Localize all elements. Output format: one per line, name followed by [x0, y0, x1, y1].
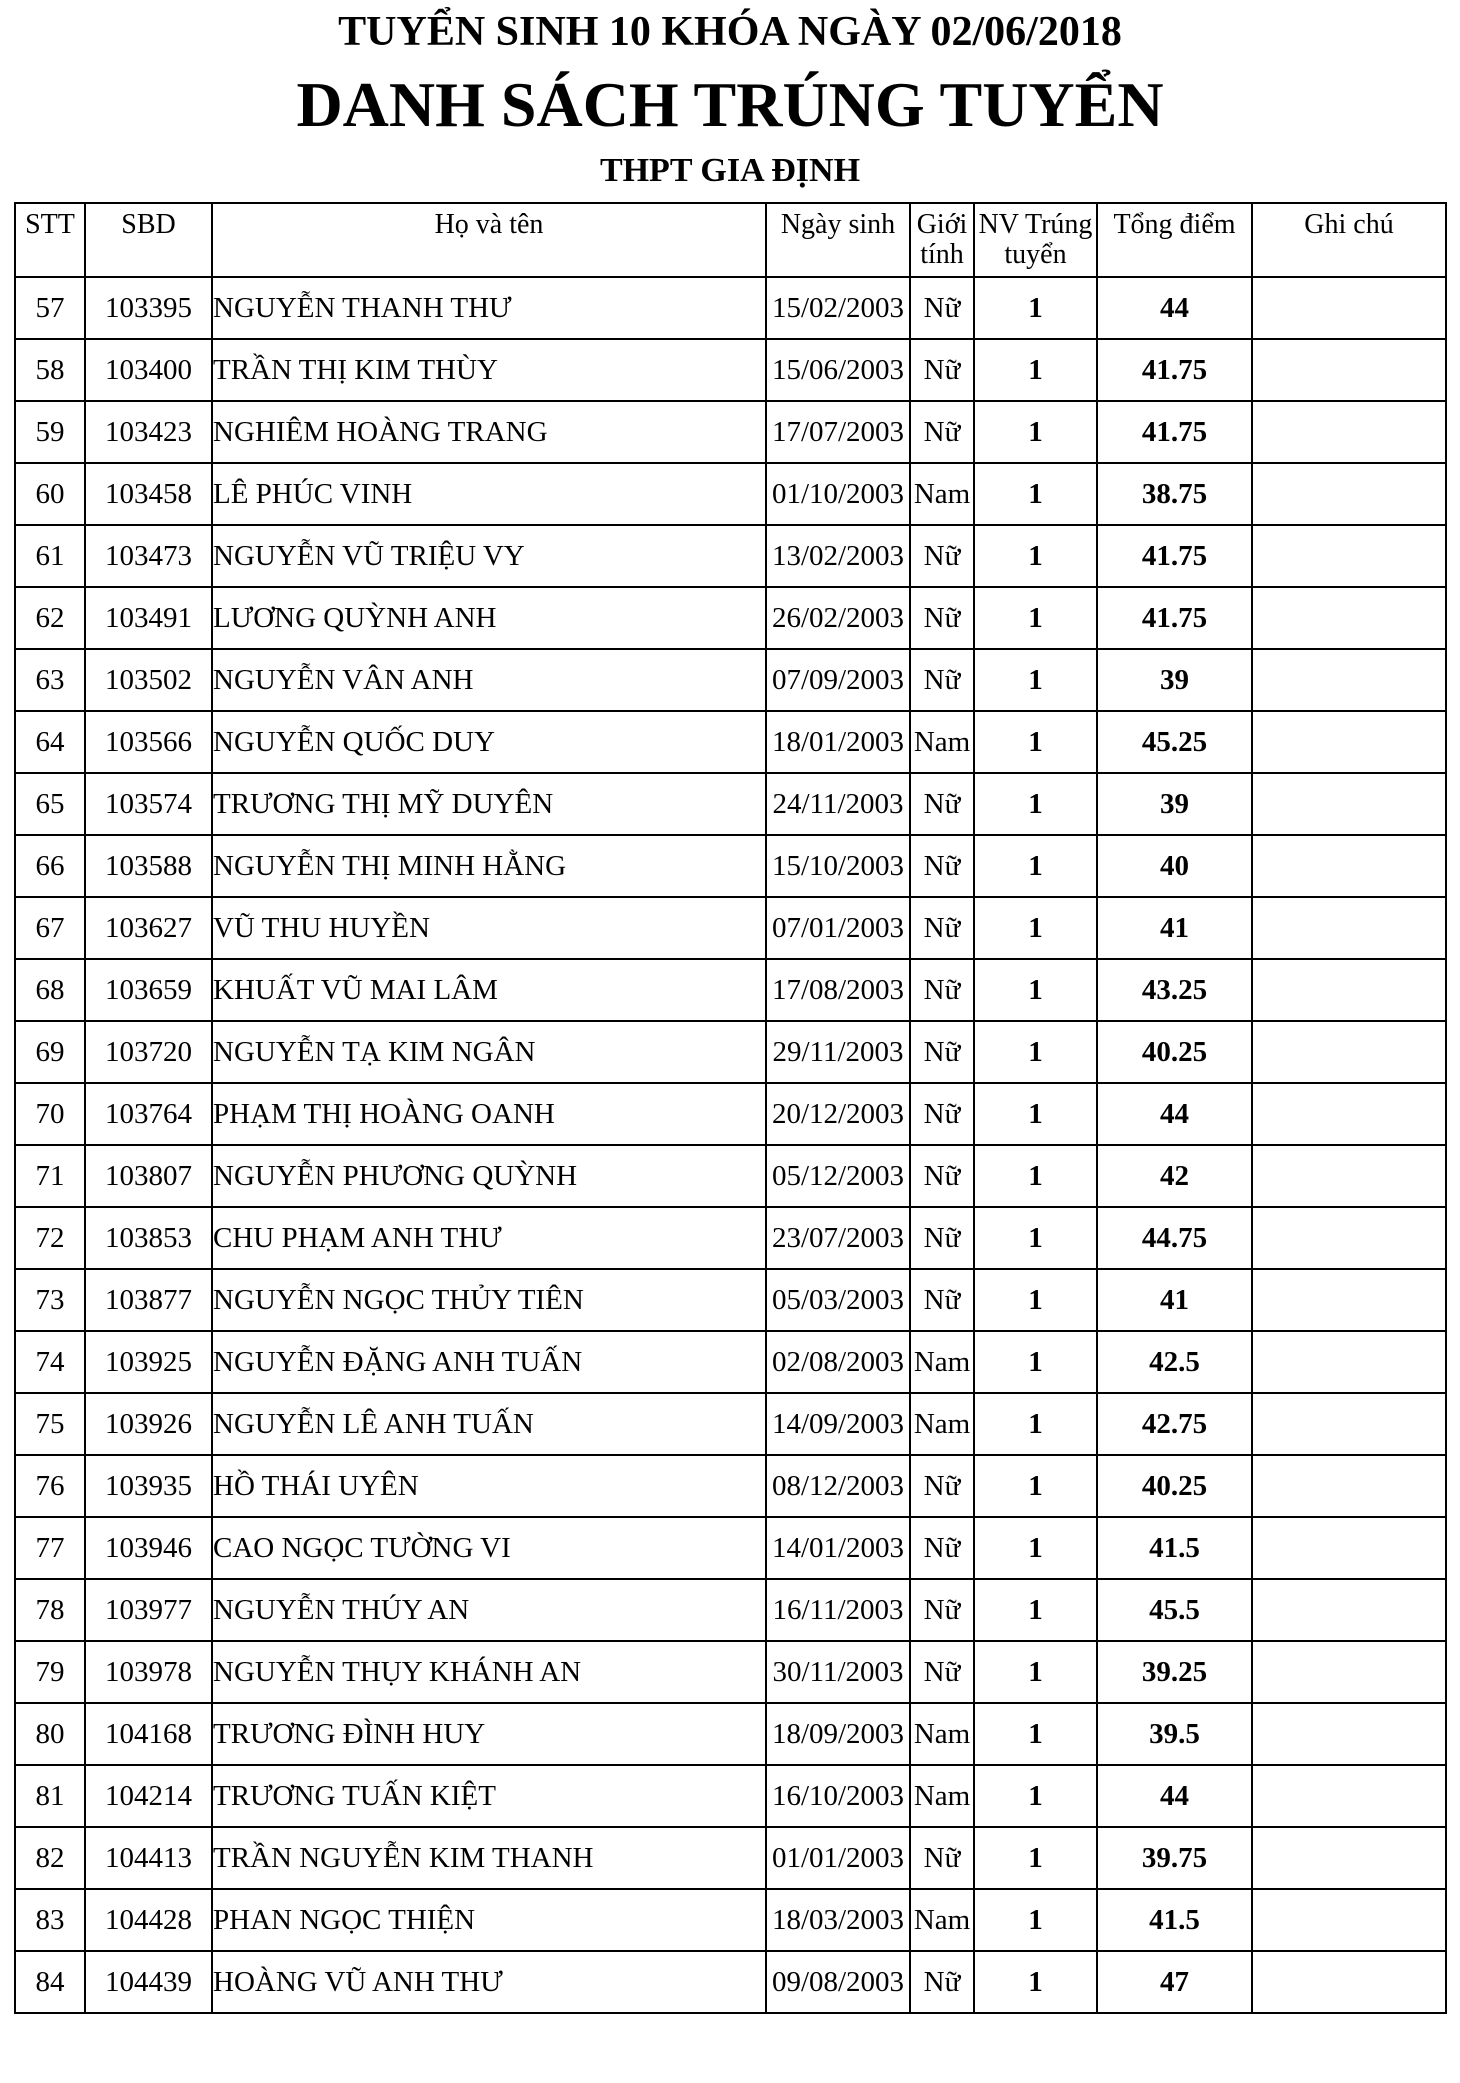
- cell-dob: 07/01/2003: [766, 897, 910, 959]
- cell-stt: 67: [15, 897, 85, 959]
- column-header-dob: Ngày sinh: [766, 203, 910, 277]
- cell-gender: Nữ: [910, 959, 974, 1021]
- cell-sbd: 104439: [85, 1951, 212, 2013]
- cell-sbd: 104168: [85, 1703, 212, 1765]
- cell-sbd: 103566: [85, 711, 212, 773]
- table-row: [15, 587, 1446, 649]
- cell-gender: Nữ: [910, 1083, 974, 1145]
- cell-nv: 1: [974, 835, 1097, 897]
- cell-nv: 1: [974, 1827, 1097, 1889]
- column-header-stt: STT: [15, 203, 85, 277]
- cell-dob: 16/10/2003: [766, 1765, 910, 1827]
- cell-nv: 1: [974, 1145, 1097, 1207]
- cell-nv: 1: [974, 711, 1097, 773]
- cell-score: 44: [1097, 277, 1252, 339]
- cell-nv: 1: [974, 1393, 1097, 1455]
- cell-stt: 80: [15, 1703, 85, 1765]
- cell-dob: 23/07/2003: [766, 1207, 910, 1269]
- cell-nv: 1: [974, 773, 1097, 835]
- cell-stt: 70: [15, 1083, 85, 1145]
- table-row: [15, 1207, 1446, 1269]
- cell-name: CAO NGỌC TƯỜNG VI: [212, 1517, 766, 1579]
- cell-gender: Nữ: [910, 1207, 974, 1269]
- cell-gender: Nữ: [910, 1641, 974, 1703]
- cell-score: 47: [1097, 1951, 1252, 2013]
- cell-name: NGUYỄN VÂN ANH: [212, 649, 766, 711]
- cell-dob: 16/11/2003: [766, 1579, 910, 1641]
- cell-nv: 1: [974, 277, 1097, 339]
- table-row: [15, 649, 1446, 711]
- cell-score: 44.75: [1097, 1207, 1252, 1269]
- cell-dob: 30/11/2003: [766, 1641, 910, 1703]
- cell-name: NGUYỄN ĐẶNG ANH TUẤN: [212, 1331, 766, 1393]
- cell-dob: 26/02/2003: [766, 587, 910, 649]
- table-row: [15, 1455, 1446, 1517]
- cell-note: [1252, 835, 1446, 897]
- school-name: THPT GIA ĐỊNH: [599, 152, 861, 189]
- cell-dob: 05/03/2003: [766, 1269, 910, 1331]
- cell-gender: Nữ: [910, 277, 974, 339]
- cell-stt: 72: [15, 1207, 85, 1269]
- cell-stt: 60: [15, 463, 85, 525]
- table-row: [15, 835, 1446, 897]
- cell-nv: 1: [974, 1641, 1097, 1703]
- cell-name: TRƯƠNG ĐÌNH HUY: [212, 1703, 766, 1765]
- table-row: [15, 711, 1446, 773]
- cell-dob: 20/12/2003: [766, 1083, 910, 1145]
- cell-score: 39.75: [1097, 1827, 1252, 1889]
- cell-name: NGUYỄN QUỐC DUY: [212, 711, 766, 773]
- cell-dob: 07/09/2003: [766, 649, 910, 711]
- cell-score: 41.75: [1097, 587, 1252, 649]
- cell-dob: 17/08/2003: [766, 959, 910, 1021]
- cell-nv: 1: [974, 339, 1097, 401]
- cell-dob: 01/01/2003: [766, 1827, 910, 1889]
- cell-dob: 18/03/2003: [766, 1889, 910, 1951]
- cell-name: LÊ PHÚC VINH: [212, 463, 766, 525]
- cell-sbd: 103395: [85, 277, 212, 339]
- table-row: [15, 1641, 1446, 1703]
- cell-name: NGUYỄN NGỌC THỦY TIÊN: [212, 1269, 766, 1331]
- column-header-nv: [974, 203, 1097, 277]
- cell-stt: 82: [15, 1827, 85, 1889]
- cell-name: CHU PHẠM ANH THƯ: [212, 1207, 766, 1269]
- cell-gender: Nam: [910, 463, 974, 525]
- cell-gender: Nữ: [910, 525, 974, 587]
- cell-gender: Nữ: [910, 897, 974, 959]
- cell-name: NGUYỄN THỊ MINH HẰNG: [212, 835, 766, 897]
- table-row: [15, 1579, 1446, 1641]
- cell-score: 43.25: [1097, 959, 1252, 1021]
- cell-stt: 68: [15, 959, 85, 1021]
- cell-name: PHẠM THỊ HOÀNG OANH: [212, 1083, 766, 1145]
- cell-nv: 1: [974, 1951, 1097, 2013]
- cell-sbd: 103659: [85, 959, 212, 1021]
- cell-dob: 02/08/2003: [766, 1331, 910, 1393]
- cell-stt: 81: [15, 1765, 85, 1827]
- cell-note: [1252, 1703, 1446, 1765]
- cell-score: 38.75: [1097, 463, 1252, 525]
- cell-note: [1252, 773, 1446, 835]
- cell-note: [1252, 277, 1446, 339]
- column-header-name: Họ và tên: [212, 203, 766, 277]
- cell-dob: 13/02/2003: [766, 525, 910, 587]
- table-row: [15, 339, 1446, 401]
- cell-note: [1252, 1393, 1446, 1455]
- cell-gender: Nữ: [910, 339, 974, 401]
- cell-score: 45.25: [1097, 711, 1252, 773]
- cell-sbd: 103877: [85, 1269, 212, 1331]
- column-header-gender-line2: tính: [920, 239, 964, 270]
- cell-name: NGUYỄN THANH THƯ: [212, 277, 766, 339]
- cell-name: NGUYỄN VŨ TRIỆU VY: [212, 525, 766, 587]
- cell-gender: Nữ: [910, 1517, 974, 1579]
- cell-score: 41.75: [1097, 339, 1252, 401]
- cell-gender: Nữ: [910, 1579, 974, 1641]
- column-header-score: Tổng điểm: [1097, 203, 1252, 277]
- cell-gender: Nữ: [910, 401, 974, 463]
- cell-score: 39: [1097, 649, 1252, 711]
- cell-sbd: 103946: [85, 1517, 212, 1579]
- cell-stt: 69: [15, 1021, 85, 1083]
- admission-table: [14, 202, 1447, 2014]
- cell-nv: 1: [974, 587, 1097, 649]
- cell-gender: Nam: [910, 711, 974, 773]
- table-row: [15, 1517, 1446, 1579]
- cell-name: NGUYỄN TẠ KIM NGÂN: [212, 1021, 766, 1083]
- table-row: [15, 1393, 1446, 1455]
- cell-note: [1252, 401, 1446, 463]
- table-row: [15, 1827, 1446, 1889]
- cell-dob: 05/12/2003: [766, 1145, 910, 1207]
- cell-sbd: 104413: [85, 1827, 212, 1889]
- cell-gender: Nữ: [910, 587, 974, 649]
- cell-score: 44: [1097, 1083, 1252, 1145]
- cell-sbd: 103925: [85, 1331, 212, 1393]
- cell-sbd: 103720: [85, 1021, 212, 1083]
- cell-stt: 79: [15, 1641, 85, 1703]
- column-header-nv-line1: NV Trúng: [978, 209, 1093, 240]
- cell-stt: 76: [15, 1455, 85, 1517]
- cell-sbd: 103926: [85, 1393, 212, 1455]
- cell-stt: 58: [15, 339, 85, 401]
- cell-sbd: 104428: [85, 1889, 212, 1951]
- cell-gender: Nữ: [910, 1145, 974, 1207]
- cell-nv: 1: [974, 1889, 1097, 1951]
- cell-name: NGUYỄN PHƯƠNG QUỲNH: [212, 1145, 766, 1207]
- cell-stt: 71: [15, 1145, 85, 1207]
- cell-note: [1252, 649, 1446, 711]
- table-row: [15, 277, 1446, 339]
- cell-score: 44: [1097, 1765, 1252, 1827]
- cell-note: [1252, 463, 1446, 525]
- cell-dob: 18/09/2003: [766, 1703, 910, 1765]
- cell-stt: 74: [15, 1331, 85, 1393]
- cell-score: 41.75: [1097, 525, 1252, 587]
- cell-note: [1252, 1269, 1446, 1331]
- cell-stt: 84: [15, 1951, 85, 2013]
- cell-name: TRẦN THỊ KIM THÙY: [212, 339, 766, 401]
- cell-gender: Nam: [910, 1703, 974, 1765]
- cell-note: [1252, 1083, 1446, 1145]
- cell-gender: Nữ: [910, 1827, 974, 1889]
- column-header-note: Ghi chú: [1252, 203, 1446, 277]
- cell-score: 40: [1097, 835, 1252, 897]
- table-row: [15, 1269, 1446, 1331]
- cell-stt: 73: [15, 1269, 85, 1331]
- cell-note: [1252, 1827, 1446, 1889]
- cell-gender: Nữ: [910, 1951, 974, 2013]
- cell-nv: 1: [974, 649, 1097, 711]
- cell-stt: 83: [15, 1889, 85, 1951]
- cell-note: [1252, 1951, 1446, 2013]
- table-row: [15, 1145, 1446, 1207]
- cell-sbd: 103458: [85, 463, 212, 525]
- cell-sbd: 103491: [85, 587, 212, 649]
- cell-sbd: 103977: [85, 1579, 212, 1641]
- document-title-list: DANH SÁCH TRÚNG TUYỂN: [296, 69, 1164, 140]
- cell-dob: 24/11/2003: [766, 773, 910, 835]
- cell-dob: 01/10/2003: [766, 463, 910, 525]
- cell-dob: 15/06/2003: [766, 339, 910, 401]
- cell-gender: Nam: [910, 1393, 974, 1455]
- cell-sbd: 103423: [85, 401, 212, 463]
- table-header-row: [15, 203, 1446, 277]
- cell-name: HỒ THÁI UYÊN: [212, 1455, 766, 1517]
- cell-sbd: 103574: [85, 773, 212, 835]
- cell-nv: 1: [974, 1083, 1097, 1145]
- table-row: [15, 897, 1446, 959]
- cell-stt: 62: [15, 587, 85, 649]
- cell-stt: 65: [15, 773, 85, 835]
- cell-name: HOÀNG VŨ ANH THƯ: [212, 1951, 766, 2013]
- cell-nv: 1: [974, 1331, 1097, 1393]
- cell-sbd: 103627: [85, 897, 212, 959]
- cell-name: NGHIÊM HOÀNG TRANG: [212, 401, 766, 463]
- cell-nv: 1: [974, 525, 1097, 587]
- cell-dob: 15/02/2003: [766, 277, 910, 339]
- cell-sbd: 103853: [85, 1207, 212, 1269]
- cell-score: 41.5: [1097, 1517, 1252, 1579]
- cell-note: [1252, 1207, 1446, 1269]
- table-row: [15, 1703, 1446, 1765]
- cell-name: LƯƠNG QUỲNH ANH: [212, 587, 766, 649]
- cell-name: TRƯƠNG THỊ MỸ DUYÊN: [212, 773, 766, 835]
- cell-note: [1252, 1021, 1446, 1083]
- cell-gender: Nữ: [910, 773, 974, 835]
- cell-dob: 17/07/2003: [766, 401, 910, 463]
- cell-note: [1252, 1517, 1446, 1579]
- table-row: [15, 773, 1446, 835]
- table-row: [15, 1951, 1446, 2013]
- cell-stt: 57: [15, 277, 85, 339]
- cell-score: 41.5: [1097, 1889, 1252, 1951]
- cell-gender: Nữ: [910, 1021, 974, 1083]
- cell-score: 39: [1097, 773, 1252, 835]
- cell-dob: 14/01/2003: [766, 1517, 910, 1579]
- cell-score: 42.5: [1097, 1331, 1252, 1393]
- cell-stt: 66: [15, 835, 85, 897]
- cell-gender: Nữ: [910, 649, 974, 711]
- table-row: [15, 1021, 1446, 1083]
- cell-score: 39.5: [1097, 1703, 1252, 1765]
- cell-dob: 18/01/2003: [766, 711, 910, 773]
- cell-name: PHAN NGỌC THIỆN: [212, 1889, 766, 1951]
- cell-note: [1252, 525, 1446, 587]
- cell-note: [1252, 1889, 1446, 1951]
- cell-note: [1252, 711, 1446, 773]
- table-row: [15, 1331, 1446, 1393]
- cell-score: 40.25: [1097, 1455, 1252, 1517]
- cell-gender: Nam: [910, 1889, 974, 1951]
- cell-score: 45.5: [1097, 1579, 1252, 1641]
- cell-score: 41: [1097, 897, 1252, 959]
- cell-name: NGUYỄN LÊ ANH TUẤN: [212, 1393, 766, 1455]
- cell-sbd: 103935: [85, 1455, 212, 1517]
- cell-nv: 1: [974, 897, 1097, 959]
- cell-gender: Nữ: [910, 1455, 974, 1517]
- cell-score: 41: [1097, 1269, 1252, 1331]
- cell-note: [1252, 1145, 1446, 1207]
- table-row: [15, 1889, 1446, 1951]
- table-row: [15, 525, 1446, 587]
- cell-gender: Nam: [910, 1331, 974, 1393]
- table-row: [15, 1083, 1446, 1145]
- cell-stt: 63: [15, 649, 85, 711]
- table-row: [15, 1765, 1446, 1827]
- cell-nv: 1: [974, 959, 1097, 1021]
- cell-nv: 1: [974, 1517, 1097, 1579]
- cell-name: KHUẤT VŨ MAI LÂM: [212, 959, 766, 1021]
- cell-note: [1252, 1579, 1446, 1641]
- cell-stt: 61: [15, 525, 85, 587]
- column-header-gender-line1: Giới: [916, 209, 968, 240]
- cell-name: TRƯƠNG TUẤN KIỆT: [212, 1765, 766, 1827]
- cell-dob: 08/12/2003: [766, 1455, 910, 1517]
- cell-stt: 59: [15, 401, 85, 463]
- cell-sbd: 103764: [85, 1083, 212, 1145]
- cell-note: [1252, 959, 1446, 1021]
- cell-sbd: 103502: [85, 649, 212, 711]
- cell-dob: 29/11/2003: [766, 1021, 910, 1083]
- cell-note: [1252, 1765, 1446, 1827]
- cell-nv: 1: [974, 1207, 1097, 1269]
- cell-gender: Nam: [910, 1765, 974, 1827]
- cell-nv: 1: [974, 1579, 1097, 1641]
- cell-score: 40.25: [1097, 1021, 1252, 1083]
- cell-sbd: 103473: [85, 525, 212, 587]
- cell-score: 39.25: [1097, 1641, 1252, 1703]
- cell-nv: 1: [974, 463, 1097, 525]
- table-row: [15, 463, 1446, 525]
- cell-score: 42: [1097, 1145, 1252, 1207]
- cell-name: TRẦN NGUYỄN KIM THANH: [212, 1827, 766, 1889]
- column-header-sbd: SBD: [85, 203, 212, 277]
- cell-sbd: 103400: [85, 339, 212, 401]
- cell-nv: 1: [974, 1269, 1097, 1331]
- cell-stt: 77: [15, 1517, 85, 1579]
- cell-dob: 09/08/2003: [766, 1951, 910, 2013]
- cell-nv: 1: [974, 401, 1097, 463]
- cell-note: [1252, 1641, 1446, 1703]
- cell-note: [1252, 1331, 1446, 1393]
- column-header-gender: [910, 203, 974, 277]
- cell-name: NGUYỄN THÚY AN: [212, 1579, 766, 1641]
- cell-nv: 1: [974, 1455, 1097, 1517]
- cell-note: [1252, 587, 1446, 649]
- cell-sbd: 103978: [85, 1641, 212, 1703]
- cell-note: [1252, 1455, 1446, 1517]
- cell-gender: Nữ: [910, 835, 974, 897]
- cell-note: [1252, 339, 1446, 401]
- cell-name: VŨ THU HUYỀN: [212, 897, 766, 959]
- cell-sbd: 103588: [85, 835, 212, 897]
- cell-dob: 14/09/2003: [766, 1393, 910, 1455]
- cell-sbd: 103807: [85, 1145, 212, 1207]
- cell-score: 41.75: [1097, 401, 1252, 463]
- cell-dob: 15/10/2003: [766, 835, 910, 897]
- cell-score: 42.75: [1097, 1393, 1252, 1455]
- cell-nv: 1: [974, 1765, 1097, 1827]
- cell-sbd: 104214: [85, 1765, 212, 1827]
- cell-note: [1252, 897, 1446, 959]
- cell-stt: 75: [15, 1393, 85, 1455]
- document-title-exam: TUYỂN SINH 10 KHÓA NGÀY 02/06/2018: [338, 9, 1122, 55]
- cell-stt: 64: [15, 711, 85, 773]
- cell-nv: 1: [974, 1021, 1097, 1083]
- cell-name: NGUYỄN THỤY KHÁNH AN: [212, 1641, 766, 1703]
- table-row: [15, 401, 1446, 463]
- cell-nv: 1: [974, 1703, 1097, 1765]
- cell-gender: Nữ: [910, 1269, 974, 1331]
- cell-stt: 78: [15, 1579, 85, 1641]
- table-row: [15, 959, 1446, 1021]
- column-header-nv-line2: tuyển: [1004, 239, 1067, 270]
